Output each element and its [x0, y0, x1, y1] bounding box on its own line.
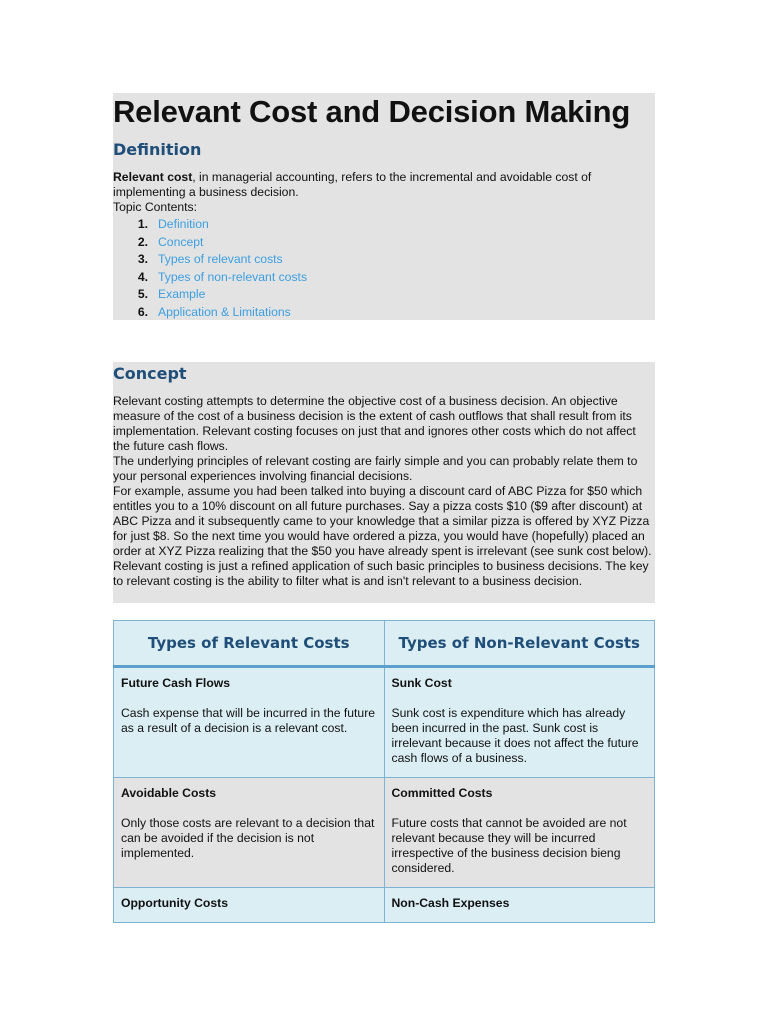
toc-link-concept[interactable]: Concept	[158, 234, 204, 249]
cell-title: Sunk Cost	[391, 676, 452, 690]
table-row	[114, 778, 655, 888]
toc-item	[113, 234, 307, 252]
toc-link-application[interactable]: Application & Limitations	[158, 304, 291, 319]
concept-heading: Concept	[113, 364, 187, 383]
cell-title: Committed Costs	[391, 786, 493, 800]
concept-paragraph: The underlying principles of relevant costing are fairly simple and you can probably relate them to your personal experiences involving financial decisions.	[113, 454, 638, 483]
table-row	[114, 888, 655, 923]
toc-link-example[interactable]: Example	[158, 287, 206, 301]
toc-number: 5.	[137, 287, 148, 301]
header-relevant-costs: Types of Relevant Costs	[114, 621, 385, 667]
toc-item	[113, 216, 307, 234]
toc-item	[113, 251, 307, 269]
cell-title: Avoidable Costs	[121, 786, 217, 800]
table-cell	[384, 778, 655, 888]
toc-item	[113, 269, 307, 287]
table-header-row	[114, 621, 655, 667]
cell-description: Sunk cost is expenditure which has already been incurred in the past. Sunk cost is irrelevant because it does not affect the future cash flows of a business.	[391, 706, 639, 765]
header-non-relevant-costs: Types of Non-Relevant Costs	[384, 621, 655, 667]
definition-term: Relevant cost	[113, 170, 193, 184]
toc-link-relevant-costs[interactable]: Types of relevant costs	[158, 252, 283, 266]
table-cell	[114, 667, 385, 778]
table-cell	[384, 888, 655, 923]
toc-number: 1.	[137, 217, 148, 231]
concept-paragraph: Relevant costing attempts to determine the objective cost of a business decision. An objective measure of the cost of a business decision is the extent of cash outflows that shall result from its implementation. Relevant costing focuses on just that and ignores other costs which do not affect the future cash flows.	[113, 394, 636, 453]
cell-description: Future costs that cannot be avoided are not relevant because they will be incurred irrespective of the business decision bieng considered.	[391, 816, 627, 875]
topic-contents-label: Topic Contents:	[113, 200, 198, 214]
cell-description: Only those costs are relevant to a decision that can be avoided if the decision is not implemented.	[121, 816, 375, 860]
toc-number: 2.	[137, 234, 148, 249]
table-row	[114, 667, 655, 778]
topic-contents-list	[113, 216, 307, 321]
toc-number: 6.	[137, 304, 148, 319]
definition-heading: Definition	[113, 140, 202, 159]
definition-body: , in managerial accounting, refers to the incremental and avoidable cost of implementing a business decision.	[113, 170, 592, 199]
toc-number: 3.	[137, 252, 148, 266]
cell-title: Opportunity Costs	[121, 896, 228, 910]
concept-paragraph: For example, assume you had been talked into buying a discount card of ABC Pizza for $50 which entitles you to a 10% discount on all future purchases. Say a pizza costs $10 ($9 after discount) at ABC Pizza and it subsequently came to your knowledge that a similar pizza is offered by XYZ Pizza for just $8. So the next time you would have ordered a pizza, you would have (hopefully) placed an order at XYZ Pizza realizing that the $50 you have already spent is irrelevant (see sunk cost below).	[113, 484, 652, 558]
concept-paragraph: Relevant costing is just a refined application of such basic principles to business decisions. The key to relevant costing is the ability to filter what is and isn't relevant to a business decision.	[113, 559, 649, 588]
toc-number: 4.	[137, 269, 148, 284]
cell-title: Non-Cash Expenses	[391, 896, 510, 910]
cost-types-table	[113, 620, 655, 923]
concept-body	[113, 394, 655, 589]
toc-link-definition[interactable]: Definition	[158, 217, 209, 231]
toc-item	[113, 304, 307, 322]
definition-section	[113, 93, 655, 320]
table-cell	[114, 888, 385, 923]
toc-link-non-relevant-costs[interactable]: Types of non-relevant costs	[158, 269, 308, 284]
cell-title: Future Cash Flows	[121, 676, 231, 690]
page-title: Relevant Cost and Decision Making	[113, 94, 631, 129]
toc-item	[113, 286, 307, 304]
cell-description: Cash expense that will be incurred in the future as a result of a decision is a relevant cost.	[121, 706, 376, 735]
definition-text	[113, 170, 655, 200]
table-cell	[384, 667, 655, 778]
table-cell	[114, 778, 385, 888]
concept-section	[113, 362, 655, 603]
